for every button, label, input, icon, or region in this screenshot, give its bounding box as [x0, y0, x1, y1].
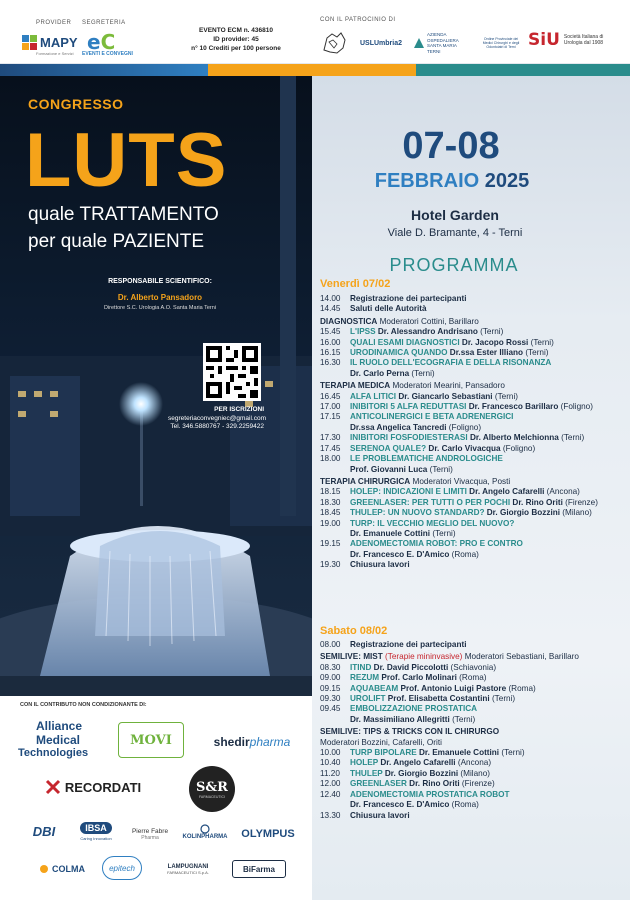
speaker: Dr. David Piccolotti [371, 662, 449, 672]
recordati-logo: RECORDATI [26, 776, 160, 798]
umbria-map-icon [318, 28, 350, 58]
talk-title: EMBOLIZZAZIONE PROSTATICA [350, 704, 478, 714]
speaker: Prof. Carlo Molinari [379, 673, 457, 683]
schedule-row [320, 811, 620, 821]
talk-title: INIBITORI 5 ALFA REDUTTASI [350, 402, 467, 412]
ibsa-logo: IBSA Caring Innovation [80, 822, 112, 841]
schedule-row [320, 704, 620, 714]
talk-title: TURP BIPOLARE [350, 748, 417, 758]
talk-title: ADENOMECTOMIA PROSTATICA ROBOT [350, 789, 510, 799]
time [320, 550, 350, 560]
time [320, 423, 350, 433]
time: 17.15 [320, 412, 341, 422]
iscrizioni-info: PER ISCRIZIONI segreteriaconvegniec@gmail.com Tel. 346.5880767 - 329.2259422 [168, 406, 267, 430]
schedule-row [320, 348, 620, 358]
time: 08.00 [320, 640, 341, 649]
schedule-row [320, 392, 620, 402]
iscrizioni-email[interactable]: segreteriaconvegniec@gmail.com [168, 414, 267, 422]
time: 18.00 [320, 454, 341, 464]
shedir-pharma-logo: shedir pharma [213, 735, 291, 749]
location: (Roma) [449, 549, 479, 559]
speaker: Dr. Emanuele Cottini [350, 528, 431, 538]
schedule-row [320, 402, 620, 412]
schedule-row [320, 684, 620, 694]
time: 14.45 [320, 304, 341, 314]
schedule-row [320, 327, 620, 337]
speaker: Dr. Rino Oriti [406, 779, 460, 789]
time: 08.30 [320, 662, 341, 672]
schedule-row [320, 800, 620, 810]
schedule-row [320, 519, 620, 529]
location: (Terni) [558, 433, 585, 443]
location: (Ancona) [544, 487, 580, 497]
schedule-row [320, 369, 620, 379]
location: (Foligno) [500, 443, 536, 453]
talk-title: QUALI ESAMI DIAGNOSTICI [350, 337, 460, 347]
location: (Terni) [528, 337, 554, 347]
azienda-icon [413, 37, 425, 49]
alliance-medical-logo: Alliance Medical Technologies [18, 719, 89, 759]
time [320, 369, 350, 379]
schedule-row [320, 640, 620, 650]
talk-title: REZUM [350, 673, 380, 683]
speaker: Dr. Rino Oriti [510, 497, 563, 507]
schedule-row [320, 338, 620, 348]
speaker: Dr. Alberto Melchionna [467, 433, 559, 443]
event-month: FEBBRAIO 2025 [374, 170, 530, 192]
schedule-row [320, 560, 620, 570]
time [320, 529, 350, 539]
speaker: Dr. Francesco Barillaro [466, 402, 559, 412]
speaker: Dr. Giorgio Bozzini [382, 768, 459, 778]
speaker: Prof. Antonio Luigi Pastore [398, 683, 507, 693]
talk-title: ALFA LITICI [350, 391, 397, 401]
talk-title: TURP: IL VECCHIO MEGLIO DEL NUOVO? [350, 518, 515, 528]
responsabile-label: RESPONSABILE SCIENTIFICO: [108, 278, 212, 285]
kolin-icon [199, 824, 211, 834]
location: (Roma) [449, 800, 479, 810]
sr-farmaceutici-logo: S&R FARMACEUTICI [189, 766, 235, 812]
location: (Milano) [560, 508, 592, 518]
speaker: Chiusura lavori [350, 560, 410, 570]
colma-logo: COLMA [32, 860, 92, 878]
schedule-row [320, 358, 620, 368]
recordati-icon [45, 779, 61, 795]
time: 17.45 [320, 443, 341, 453]
location: (Terni) [449, 714, 476, 724]
talk-title: ANTICOLINERGICI E BETA ADRENERGICI [350, 412, 514, 422]
talk-title: L'IPSS [350, 327, 376, 337]
schedule-row [320, 487, 620, 497]
usl-umbria-logo: USLUmbria2 [359, 39, 402, 47]
mapy-icon [22, 35, 37, 50]
speaker: Prof. Giovanni Luca [350, 464, 428, 474]
location: (Terni) [409, 368, 435, 378]
time: 12.40 [320, 789, 341, 799]
talk-title: IL RUOLO DELL'ECOGRAFIA E DELLA RISONANZA [350, 358, 552, 368]
schedule-row [320, 663, 620, 673]
time: 18.15 [320, 487, 341, 497]
schedule-row [320, 423, 620, 433]
speaker: Dr. Francesco E. D'Amico [350, 800, 450, 810]
schedule-row [320, 758, 620, 768]
location: (Ancona) [455, 758, 492, 768]
siu-logo: SiU Società Italiana di Urologia dal 1908 [528, 30, 604, 50]
schedule-row [320, 748, 620, 758]
location: (Terni) [477, 327, 504, 337]
schedule-row [320, 539, 620, 549]
talk-title: ADENOMECTOMIA ROBOT: PRO E CONTRO [350, 539, 523, 549]
time: 14.00 [320, 294, 341, 303]
speaker: Prof. Elisabetta Costantini [385, 694, 490, 704]
location: (Firenze) [562, 497, 598, 507]
location: (Foligno) [558, 402, 593, 412]
time: 15.45 [320, 327, 341, 337]
time [320, 715, 350, 725]
time: 16.45 [320, 391, 341, 401]
location: (Terni) [499, 748, 525, 758]
ordine-medici-logo: Ordine Provinciale dei Medici Chirurghi e degli Odontoiatri di Terni [482, 36, 520, 50]
time: 09.00 [320, 673, 341, 683]
schedule-row [320, 715, 620, 725]
speaker: Dr. Francesco E. D'Amico [350, 549, 450, 559]
section-title: TERAPIA CHIRURGICA Moderatori Vivacqua, Posti [320, 476, 511, 486]
azienda-ospedaliera-logo: AZIENDA OSPEDALIERA SANTA MARIA TERNI [413, 28, 473, 58]
ec-subtitle: EVENTI E CONVEGNI [82, 51, 133, 57]
talk-title: THULEP: UN NUOVO STANDARD? [350, 508, 485, 518]
location: (Firenze) [459, 779, 495, 789]
talk-title: GREENLASER: PER TUTTI O PER POCHI [350, 497, 511, 507]
bifarma-logo: BiFarma [232, 860, 286, 878]
responsabile-role: Direttore S.C. Urologia A.O. Santa Maria Terni [103, 305, 217, 311]
speaker: Saluti delle Autorità [350, 304, 427, 314]
speaker: Dr.ssa Ester Illiano [447, 348, 524, 358]
speaker: Registrazione dei partecipanti [350, 640, 467, 649]
congresso-label: CONGRESSO [28, 96, 124, 112]
schedule-row [320, 294, 620, 304]
location: (Terni) [430, 528, 456, 538]
dbi-logo: DBI [32, 823, 56, 839]
section-title: TERAPIA MEDICA Moderatori Mearini, Pansadoro [320, 381, 505, 391]
mapy-subtitle: Formazione e Servizi [36, 51, 74, 56]
time: 19.00 [320, 518, 341, 528]
time: 11.20 [320, 768, 340, 778]
time: 09.30 [320, 694, 341, 704]
lampugnani-logo: LAMPUGNANI FARMACEUTICI S.p.A. [167, 863, 209, 875]
venue-name: Hotel Garden [411, 207, 499, 223]
time: 10.00 [320, 748, 341, 758]
time: 09.45 [320, 704, 341, 714]
schedule-row [320, 779, 620, 789]
speaker: Dr. Carlo Perna [350, 368, 410, 378]
speaker: Dr. Giorgio Bozzini [484, 508, 560, 518]
talk-title: ITIND [350, 662, 372, 672]
movi-logo: MOVI [118, 722, 184, 758]
day1-schedule [320, 294, 620, 571]
schedule-row [320, 412, 620, 422]
time [320, 465, 350, 475]
olympus-logo: OLYMPUS [241, 828, 295, 840]
talk-title: URODINAMICA QUANDO [350, 348, 448, 358]
time [320, 800, 350, 810]
talk-title: THULEP [350, 768, 383, 778]
time: 16.00 [320, 337, 341, 347]
schedule-row [320, 529, 620, 539]
provider-label: PROVIDER [36, 20, 72, 26]
location: (Terni) [492, 391, 519, 401]
speaker: Registrazione dei partecipanti [350, 294, 467, 303]
schedule-row [320, 550, 620, 560]
day2-schedule: 08.00 Registrazione dei partecipanti SEMILIVE: MIST (Terapie mininvasive) Moderatori Sebastiani, Barillaro 08.30 ITIND Dr. David Piccolotti (Schiavonia) 09.00 REZUM Prof. Carlo Molinari (Roma) 09.15 AQUABEAM Prof. Antonio Luigi Pastore (Roma) 09.30 UROLIFT Prof. Elisabetta Costantini (Terni) 09.45 EMBOLIZZAZIONE PROSTATICA Dr. Massimiliano Allegritti (Terni) SEMILIVE: TIPS & TRICKS CON IL CHIRURGO Moderatori Bozzini, Cafarelli, Oriti 10.00 TURP BIPOLARE Dr. Emanuele Cottini (Terni) 10.40 HOLEP Dr. Angelo Cafarelli (Ancona) 11.20 THULEP Dr. Giorgio Bozzini (Milano) 12.00 GREENLASER Dr. Rino Oriti (Firenze) 12.40 ADENOMECTOMIA PROSTATICA ROBOT Dr. Francesco E. D'Amico (Roma) 13.30 Chiusura lavori [320, 640, 620, 821]
schedule-row [320, 433, 620, 443]
talk-title: UROLIFT [350, 694, 386, 704]
talk-title: HOLEP: INDICAZIONI E LIMITI [350, 487, 467, 497]
sponsors-label: CON IL CONTRIBUTO NON CONDIZIONANTE DI: [20, 702, 147, 708]
programma-heading: PROGRAMMA [389, 255, 519, 275]
time: 18.30 [320, 497, 341, 507]
day2-label: Sabato 08/02 [320, 625, 388, 637]
ec-logo: eC [87, 30, 116, 54]
schedule-row [320, 444, 620, 454]
time: 16.15 [320, 348, 341, 358]
location: (Roma) [456, 673, 487, 683]
talk-title: SERENOA QUALE? [350, 443, 427, 453]
speaker: Dr. Massimiliano Allegritti [350, 714, 450, 724]
schedule-row [320, 769, 620, 779]
subtitle-line2: per quale PAZIENTE [28, 231, 205, 252]
talk-title: GREENLASER [350, 779, 407, 789]
speaker: Dr. Jacopo Rossi [459, 337, 529, 347]
time: 13.30 [320, 810, 341, 820]
section-title: DIAGNOSTICA Moderatori Cottini, Barillaro [320, 316, 479, 326]
schedule-row [320, 454, 620, 464]
time: 09.15 [320, 683, 341, 693]
segreteria-label: SEGRETERIA [82, 20, 126, 26]
location: (Terni) [523, 348, 549, 358]
talk-title: LE PROBLEMATICHE ANDROLOGICHE [350, 454, 503, 464]
event-date: 07-08 [402, 125, 500, 167]
talk-title: HOLEP [350, 758, 379, 768]
section-title: SEMILIVE: TIPS & TRICKS CON IL CHIRURGO [320, 727, 500, 737]
day1-label: Venerdì 07/02 [320, 278, 391, 290]
epitech-logo: epitech [102, 856, 142, 880]
pierre-fabre-logo: Pierre Fabre Pharma [131, 827, 169, 841]
time: 12.00 [320, 779, 341, 789]
schedule-row [320, 673, 620, 683]
venue-address: Viale D. Bramante, 4 - Terni [387, 227, 523, 239]
schedule-row [320, 508, 620, 518]
mapy-logo [22, 35, 78, 50]
speaker: Dr. Alessandro Andrisano [375, 327, 478, 337]
speaker: Dr. Angelo Cafarelli [466, 487, 545, 497]
location: (Terni) [427, 464, 453, 474]
speaker: Chiusura lavori [350, 810, 410, 820]
section-title: SEMILIVE: MIST (Terapie mininvasive) Moderatori Sebastiani, Barillaro [320, 652, 579, 662]
time: 17.00 [320, 402, 341, 412]
time: 16.30 [320, 358, 341, 368]
location: (Terni) [489, 694, 516, 704]
responsabile-name: Dr. Alberto Pansadoro [117, 293, 203, 302]
subtitle-line1: quale TRATTAMENTO [28, 204, 219, 225]
time: 19.30 [320, 560, 341, 570]
location: (Roma) [506, 683, 536, 693]
event-title: LUTS [25, 118, 228, 203]
schedule-row [320, 694, 620, 704]
kolinpharma-logo: KOLINPHARMA [176, 818, 234, 846]
time: 17.30 [320, 433, 341, 443]
schedule-row [320, 498, 620, 508]
location: (Milano) [458, 768, 490, 778]
talk-title: AQUABEAM [350, 683, 399, 693]
location: (Foligno) [446, 422, 482, 432]
color-stripe [0, 64, 630, 76]
schedule-row [320, 304, 620, 314]
speaker: Dr. Giancarlo Sebastiani [396, 391, 493, 401]
schedule-row [320, 790, 620, 800]
schedule-row [320, 465, 620, 475]
time: 19.15 [320, 539, 341, 549]
qr-code[interactable] [203, 343, 261, 401]
iscrizioni-phone[interactable]: Tel. 346.5880767 - 329.2259422 [170, 423, 264, 430]
speaker: Dr. Angelo Cafarelli [378, 758, 456, 768]
patrocinio-label: CON IL PATROCINIO DI [320, 17, 396, 23]
location: (Schiavonia) [448, 662, 497, 672]
speaker: Dr.ssa Angelica Tancredi [350, 422, 447, 432]
ecm-info: EVENTO ECM n. 436810 ID provider: 45 n° 10 Crediti per 100 persone [191, 27, 281, 52]
speaker: Dr. Carlo Vivacqua [426, 443, 501, 453]
speaker: Dr. Emanuele Cottini [416, 748, 500, 758]
time: 18.45 [320, 508, 341, 518]
talk-title: INIBITORI FOSFODIESTERASI [350, 433, 468, 443]
mapy-text: MAPY [40, 35, 78, 50]
colma-icon [39, 864, 49, 874]
time: 10.40 [320, 758, 341, 768]
